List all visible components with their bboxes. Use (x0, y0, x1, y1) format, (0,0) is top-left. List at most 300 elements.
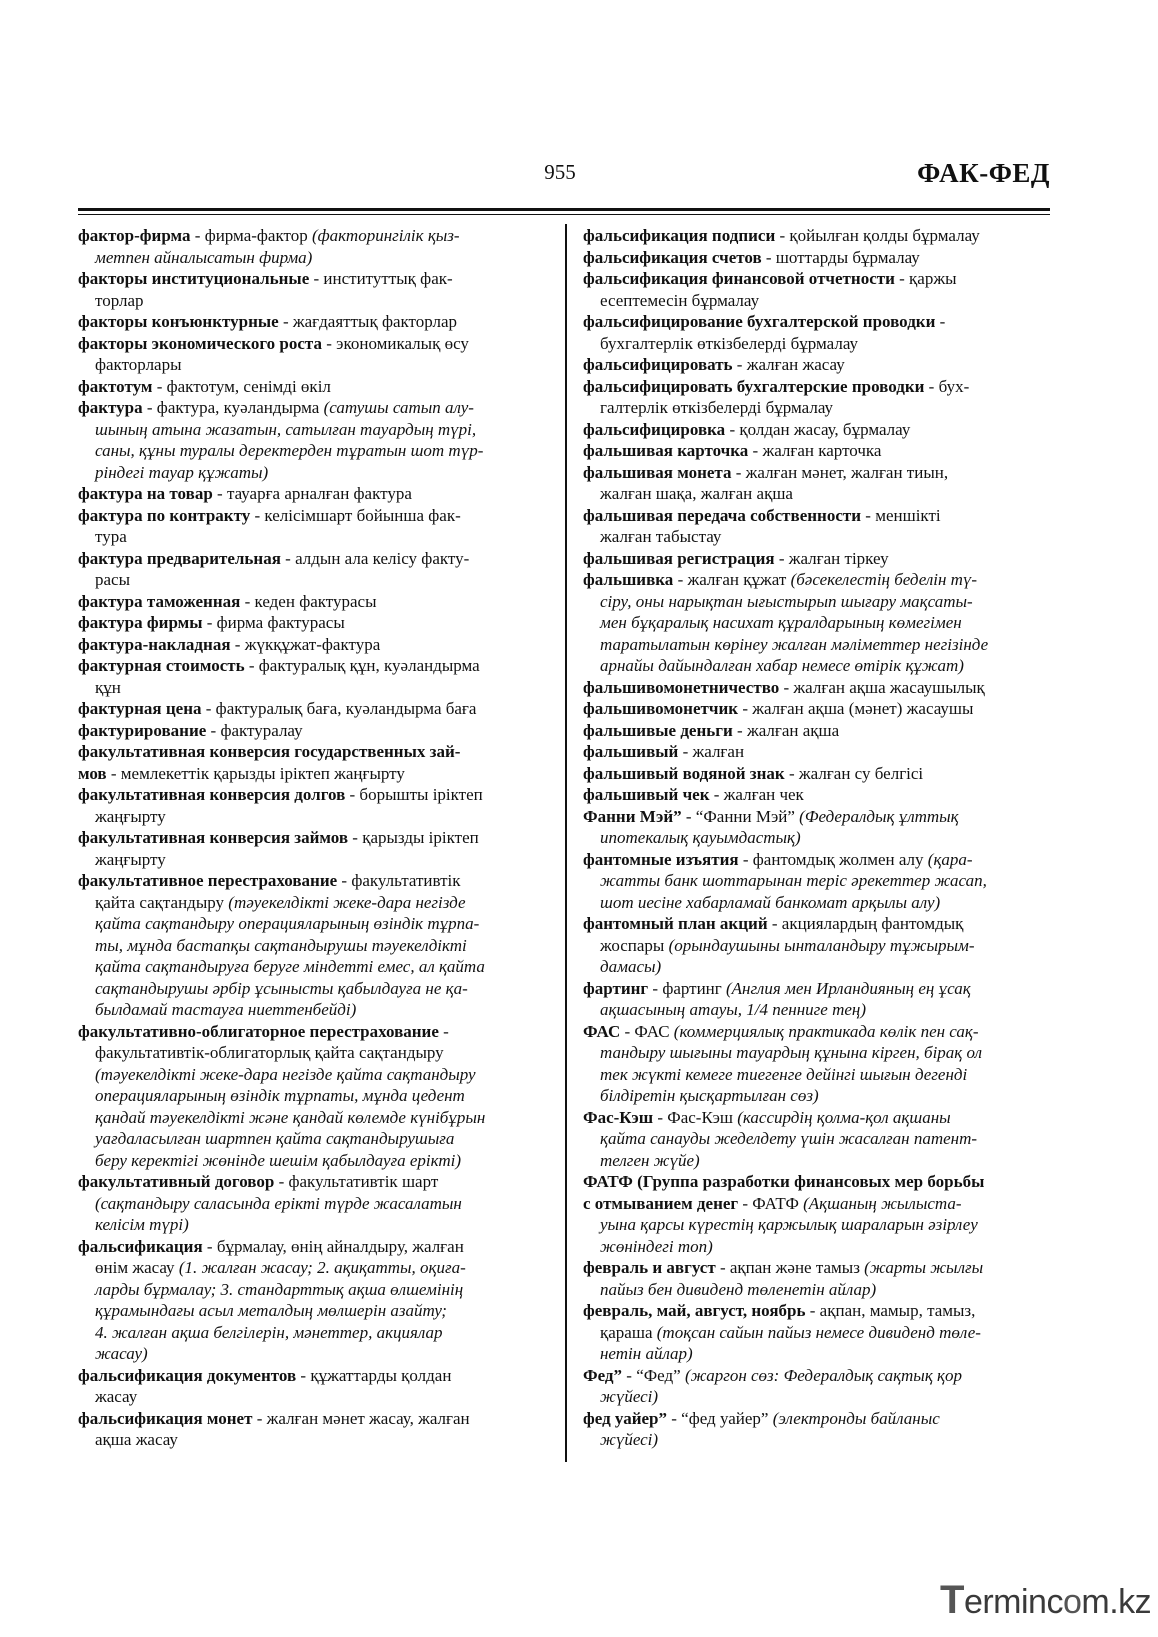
entry-line (78, 333, 548, 355)
entry-continuation-line (78, 1042, 548, 1064)
headword: фальшивый (583, 742, 679, 761)
entry-continuation-line (583, 333, 1053, 355)
entry-line (583, 741, 1053, 763)
gloss: (тоқсан сайын пайыз немесе дивиденд төле- (656, 1322, 981, 1342)
entry-continuation-line (78, 440, 548, 462)
translation: жаңғырту (95, 806, 166, 826)
entry-line (583, 354, 1053, 376)
entry-line (583, 849, 1053, 871)
entry-line (78, 784, 548, 806)
translation: - фактуралау (206, 720, 303, 740)
entry-continuation-line (583, 956, 1053, 978)
translation: ақша жасау (95, 1430, 178, 1449)
translation: - жалған құжат (673, 570, 791, 589)
entry-continuation-line (78, 913, 548, 935)
entry-continuation-line (583, 1386, 1053, 1408)
headword: фантомный план акций (583, 914, 768, 933)
translation: - тауарға арналған фактура (212, 484, 412, 503)
entry-continuation-line (583, 1085, 1053, 1107)
headword: фальшивая передача собственности (583, 505, 862, 525)
translation: - жүкқұжат-фактура (230, 634, 381, 654)
headword: фальшивый чек (583, 785, 710, 804)
entry-continuation-line (583, 1279, 1053, 1301)
entry-continuation-line (78, 1257, 548, 1279)
running-head: ФАК-ФЕД (917, 158, 1050, 188)
translation: құн (95, 677, 121, 697)
headword: фальшивка (583, 570, 674, 589)
gloss: ларды бұрмалау; 3. стандарттық ақша өлшемінің (95, 1279, 464, 1299)
entry-line (583, 1107, 1053, 1129)
headword: факультативная конверсия займов (78, 828, 349, 847)
translation: жаңғырту (95, 849, 166, 869)
translation: - (438, 1021, 449, 1041)
gloss: құрамындағы асыл металдың мөлшерін азайту; (95, 1301, 447, 1320)
entry-line (583, 1021, 1053, 1043)
gloss: дамасы) (600, 957, 662, 976)
gloss: жатты банк шоттарынан теріс әрекеттер жасап, (600, 871, 987, 890)
translation: галтерлік өткізбелерді бұрмалау (600, 398, 834, 417)
entry-line (583, 419, 1053, 441)
entry-continuation-line (583, 1322, 1053, 1344)
entry-line (78, 591, 548, 613)
entry-continuation-line (78, 1322, 548, 1344)
translation: - келісімшарт бойынша фак- (250, 505, 461, 525)
entry-continuation-line (583, 1042, 1053, 1064)
entry-continuation-line (78, 526, 548, 548)
header-rule-thin (78, 214, 1050, 215)
headword: фальшивомонетничество (583, 677, 780, 697)
entry-line (583, 268, 1053, 290)
header-rule (78, 208, 1050, 211)
gloss: шот иесіне хабарламай банкомат арқылы алу) (600, 892, 941, 912)
entry-continuation-line (583, 655, 1053, 677)
translation: - жалған ақша жасаушылық (779, 677, 985, 697)
entry-line (78, 548, 548, 570)
translation: - кеден фактурасы (240, 591, 377, 611)
translation: - “Фанни Мэй” (681, 806, 800, 826)
entry-continuation-line (583, 827, 1053, 849)
entry-continuation-line (78, 1386, 548, 1408)
headword: фактура фирмы (78, 613, 203, 632)
entry-continuation-line (78, 354, 548, 376)
gloss: (Ақшаның жылыста- (803, 1193, 962, 1213)
entry-continuation-line (78, 1279, 548, 1301)
gloss: уағдаласылған шартпен қайта сақтандырушыға (95, 1129, 455, 1148)
gloss: 4. жалған ақша белгілерін, мәнеттер, акциялар (95, 1322, 443, 1342)
entry-continuation-line (78, 1064, 548, 1086)
gloss: сіру, оны нарықтан ығыстырып шығару мақсаты- (600, 591, 973, 611)
translation: қараша (600, 1322, 657, 1342)
translation: - экономикалық өсу (322, 333, 469, 353)
gloss: (тәуекелдікті жеке-дара негізде (228, 892, 466, 912)
entry-line (78, 483, 548, 505)
translation: жоспары (600, 935, 669, 955)
gloss: (қара- (927, 849, 973, 869)
entry-continuation-line (583, 999, 1053, 1021)
page-number: 955 (544, 160, 576, 184)
entry-continuation-line (78, 1193, 548, 1215)
entry-continuation-line (583, 591, 1053, 613)
entry-continuation-line (583, 1343, 1053, 1365)
gloss: саны, құны туралы деректерден тұратын шот түр- (95, 441, 484, 460)
entry-line (583, 677, 1053, 699)
gloss: былдамай тастауға ниеттенбейді) (95, 1000, 357, 1019)
translation: - қарызды іріктеп (348, 828, 479, 847)
gloss: метпен айналысатын фирма) (95, 247, 313, 267)
entry-line (583, 376, 1053, 398)
translation: - фактура, куәландырма (142, 398, 324, 417)
entry-line (583, 505, 1053, 527)
entry-continuation-line (78, 806, 548, 828)
translation: - фирма фактурасы (202, 613, 345, 632)
termincom-logo (940, 1578, 1151, 1623)
translation: - акциялардың фантомдық (767, 914, 964, 933)
headword: фактотум (78, 376, 153, 396)
headword: фальсифицировка (583, 419, 726, 439)
translation: - ақпан және тамыз (715, 1258, 865, 1277)
entry-continuation-line (78, 419, 548, 441)
headword: факультативно-облигаторное перестрахование (78, 1021, 439, 1041)
gloss: нетін айлар) (600, 1344, 693, 1363)
entry-line (78, 655, 548, 677)
entry-line (78, 376, 548, 398)
entry-line (78, 225, 548, 247)
headword: факторы экономического роста (78, 333, 322, 353)
entry-line (583, 548, 1053, 570)
translation: - (935, 312, 946, 331)
translation: - қойылған қолды бұрмалау (775, 226, 980, 245)
entry-line (78, 870, 548, 892)
translation: - құжаттарды қолдан (296, 1365, 452, 1385)
translation: - мемлекеттік қарызды іріктеп жаңғырту (106, 763, 405, 783)
gloss: (тәуекелдікті жеке-дара негізде қайта сақтандыру (95, 1064, 476, 1084)
entry-line (583, 462, 1053, 484)
gloss: (коммерциялық практикада көлік пен сақ- (673, 1021, 979, 1041)
translation: - ФАС (620, 1021, 674, 1041)
entry-line (78, 1171, 548, 1193)
translation: - жағдаяттық факторлар (278, 312, 458, 331)
headword: факторы конъюнктурные (78, 312, 279, 331)
translation: - жалған мәнет, жалған тиын, (731, 462, 949, 482)
translation: - факультативтік (337, 871, 461, 890)
entry-line (78, 1365, 548, 1387)
gloss: жүйесі) (600, 1430, 659, 1449)
headword: фактурная цена (78, 699, 202, 718)
entry-continuation-line (78, 462, 548, 484)
headword: Фас-Кэш (583, 1107, 654, 1127)
gloss: тек жүкті кемеге тиегенге дейінгі шығын дегенді (600, 1064, 968, 1084)
headword: фактура (78, 398, 143, 417)
gloss: ріндегі тауар құжаты) (95, 462, 269, 482)
entry-continuation-line (78, 1214, 548, 1236)
gloss: (факторингілік қыз- (311, 226, 460, 245)
entry-continuation-line (583, 935, 1053, 957)
entry-continuation-line (78, 1128, 548, 1150)
headword: фактура-накладная (78, 634, 231, 654)
gloss: жүйесі) (600, 1387, 659, 1406)
translation: - жалған ақша (732, 720, 840, 740)
headword: фальшивый водяной знак (583, 763, 785, 783)
gloss: уына қарсы күрестің қаржылық шараларын әзірлеу (600, 1215, 978, 1234)
translation: факультативтік-облигаторлық қайта сақтандыру (95, 1043, 444, 1062)
gloss: жасау) (95, 1344, 148, 1363)
headword: фактурирование (78, 720, 207, 740)
headword: фальсификация (78, 1236, 203, 1256)
entry-continuation-line (78, 978, 548, 1000)
translation: - “Фед” (622, 1365, 685, 1385)
entry-continuation-line (78, 1343, 548, 1365)
entry-continuation-line (78, 1107, 548, 1129)
translation: бухгалтерлік өткізбелерді бұрмалау (600, 333, 859, 353)
entry-line (78, 612, 548, 634)
entry-continuation-line (78, 892, 548, 914)
entry-continuation-line (78, 1300, 548, 1322)
headword: ФАТФ (Группа разработки финансовых мер борьбы (583, 1172, 985, 1191)
gloss: тандыру шығыны тауардың құнына кірген, бірақ ол (600, 1043, 983, 1062)
headword: факультативное перестрахование (78, 871, 338, 890)
gloss: қайта сақтандыру операцияларының өзіндік тұрпа- (95, 914, 480, 933)
logo-text-2: m.kz (1081, 1583, 1152, 1621)
translation: жалған шақа, жалған ақша (600, 484, 793, 503)
entry-line (583, 1300, 1053, 1322)
gloss: беру керектігі жөнінде шешім қабылдауға ерікті) (95, 1150, 462, 1170)
entry-continuation-line (78, 1429, 548, 1451)
translation: - бұрмалау, өнің айналдыру, жалған (202, 1236, 464, 1256)
translation: - жалған карточка (748, 441, 882, 460)
gloss: (1. жалған жасау; 2. ақиқатты, оқиға- (178, 1258, 466, 1277)
entry-continuation-line (78, 569, 548, 591)
headword: февраль, май, август, ноябрь (583, 1301, 806, 1320)
headword: фед уайер” (583, 1408, 668, 1428)
translation: - жалған мәнет жасау, жалған (252, 1408, 470, 1428)
translation: - жалған тіркеу (774, 548, 889, 568)
gloss: келісім түрі) (95, 1215, 189, 1234)
entry-line (583, 806, 1053, 828)
translation: - фактуралық құн, куәландырма (244, 656, 480, 675)
translation: - жалған (678, 742, 745, 761)
gloss: операцияларының өзіндік тұрпаты, мұнда цедент (95, 1086, 465, 1105)
gloss: пайыз бен дивиденд төленетін айлар) (600, 1279, 877, 1299)
gloss: (Англия мен Ирландияның ең ұсақ (726, 978, 971, 998)
translation: жалған табыстау (600, 527, 722, 546)
headword: фактурная стоимость (78, 656, 245, 675)
gloss: қайта санауды жеделдету үшін жасалған патент- (600, 1129, 978, 1148)
entry-continuation-line (583, 290, 1053, 312)
translation: расы (95, 570, 131, 589)
entry-line (78, 741, 548, 763)
translation: жасау (95, 1387, 138, 1406)
translation: - алдын ала келісу факту- (280, 548, 470, 568)
entry-continuation-line (583, 483, 1053, 505)
gloss: (жаргон сөз: Федералдық сақтық қор (684, 1365, 962, 1385)
entry-continuation-line (78, 677, 548, 699)
entry-line (583, 440, 1053, 462)
headword: фальсифицировать бухгалтерские проводки (583, 376, 925, 396)
gloss: білдіретін қысқартылған сөз) (600, 1086, 819, 1105)
translation: тура (95, 527, 127, 546)
headword: фактура по контракту (78, 505, 251, 525)
translation: - институттық фак- (309, 269, 453, 288)
translation: - жалған жасау (732, 355, 845, 374)
logo-text-1: erminc (963, 1583, 1063, 1621)
entry-continuation-line (583, 1150, 1053, 1172)
entry-line (78, 268, 548, 290)
entry-continuation-line (78, 956, 548, 978)
headword: фальшивомонетчик (583, 699, 739, 718)
translation: - бух- (924, 376, 970, 396)
entry-continuation-line (583, 1236, 1053, 1258)
headword: фактура на товар (78, 484, 213, 503)
entry-line (583, 311, 1053, 333)
entry-continuation-line (583, 612, 1053, 634)
entry-line (583, 1257, 1053, 1279)
gloss: (сатушы сатып алу- (323, 398, 474, 417)
gloss: телген жүйе) (600, 1150, 700, 1170)
gloss: жөніндегі топ) (600, 1236, 713, 1256)
headword: фактор-фирма (78, 226, 191, 245)
entry-continuation-line (78, 290, 548, 312)
entry-continuation-line (78, 247, 548, 269)
entry-line (583, 1408, 1053, 1430)
entry-continuation-line (78, 849, 548, 871)
entry-line (583, 1193, 1053, 1215)
entry-line (78, 698, 548, 720)
entry-continuation-line (583, 634, 1053, 656)
headword: фактура таможенная (78, 591, 241, 611)
gloss: ты, мұнда бастапқы сақтандырушы тәуекелдікті (95, 935, 467, 955)
gloss: ақшасының атауы, 1/4 пенниге тең) (600, 1000, 867, 1019)
headword: фальсификация финансовой отчетности (583, 269, 895, 288)
translation: есептемесін бұрмалау (600, 290, 760, 310)
translation: - қаржы (894, 269, 957, 288)
headword: мов (78, 763, 107, 783)
gloss: арнайы дайындалған хабар немесе өтірік құжат) (600, 656, 964, 675)
headword: февраль и август (583, 1258, 716, 1277)
entry-continuation-line (583, 892, 1053, 914)
left-column (78, 225, 548, 1451)
gloss: шының атына жазатын, сатылған тауардың түрі, (95, 419, 477, 439)
entry-line (583, 247, 1053, 269)
translation: - фактуралық баға, куәландырма баға (201, 699, 477, 718)
entry-line (78, 763, 548, 785)
translation: - фирма-фактор (190, 226, 312, 245)
entry-line (78, 397, 548, 419)
entry-line (78, 634, 548, 656)
headword: Фанни Мэй” (583, 806, 682, 826)
translation: - меншікті (861, 505, 941, 525)
entry-line (78, 1021, 548, 1043)
entry-continuation-line (78, 935, 548, 957)
entry-continuation-line (583, 1064, 1053, 1086)
translation: - фактотум, сенімді өкіл (152, 376, 331, 396)
entry-line (78, 1408, 548, 1430)
entry-continuation-line (583, 1429, 1053, 1451)
translation: торлар (95, 290, 144, 310)
translation: - жалған чек (709, 785, 804, 804)
translation: - “фед уайер” (667, 1408, 773, 1428)
headword: фальшивые деньги (583, 720, 733, 740)
entry-line (78, 505, 548, 527)
entry-continuation-line (583, 526, 1053, 548)
headword: фальсификация документов (78, 1365, 297, 1385)
translation: - ақпан, мамыр, тамыз, (805, 1301, 976, 1320)
headword: фантомные изъятия (583, 849, 739, 869)
translation: - шоттарды бұрмалау (761, 247, 920, 267)
headword: факультативный договор (78, 1172, 275, 1191)
entry-line (583, 225, 1053, 247)
entry-line (78, 827, 548, 849)
headword: факультативная конверсия государственных зай- (78, 742, 461, 761)
translation: - қолдан жасау, бұрмалау (725, 419, 911, 439)
entry-continuation-line (583, 397, 1053, 419)
translation: - жалған ақша (мәнет) жасаушы (738, 699, 974, 718)
translation: - факультативтік шарт (274, 1172, 439, 1191)
headword: фальшивая карточка (583, 441, 749, 460)
entry-line (583, 720, 1053, 742)
entry-continuation-line (78, 1085, 548, 1107)
translation: - фантомдық жолмен алу (738, 849, 928, 869)
translation: - жалған су белгісі (784, 763, 924, 783)
gloss: (орындаушыны ынталандыру тұжырым- (668, 935, 975, 955)
headword: фартинг (583, 978, 649, 998)
gloss: (Федералдық ұлттық (799, 806, 959, 826)
gloss: таратылатын көрінеу жалған мәліметтер негізінде (600, 634, 989, 654)
gloss: (электронды байланыс (772, 1408, 940, 1428)
translation: өнім жасау (95, 1258, 179, 1277)
entry-line (78, 311, 548, 333)
logo-initial: T (940, 1578, 964, 1622)
headword: фальшивая монета (583, 462, 732, 482)
gloss: ипотекалық қауымдастық) (600, 828, 801, 847)
entry-line (583, 784, 1053, 806)
gloss: сақтандырушы әрбір ұсынысты қабылдауға не қа- (95, 978, 468, 998)
gloss: қайта сақтандыруға беруге міндетті емес, ал қайта (95, 957, 485, 976)
headword: фальсификация монет (78, 1408, 253, 1428)
translation: - ФАТФ (738, 1193, 804, 1213)
entry-line (78, 720, 548, 742)
gloss: (кассирдің қолма-қол ақшаны (737, 1107, 951, 1127)
entry-line (583, 913, 1053, 935)
headword: факультативная конверсия долгов (78, 785, 346, 804)
translation: - Фас-Кэш (653, 1107, 738, 1127)
entry-line (583, 1171, 1053, 1193)
entry-line (583, 763, 1053, 785)
entry-line (583, 569, 1053, 591)
column-divider (565, 224, 567, 1462)
gloss: мен бұқаралық насихат құралдарының көмегімен (600, 613, 962, 632)
entry-continuation-line (583, 1128, 1053, 1150)
headword: факторы институциональные (78, 269, 310, 288)
right-column (583, 225, 1053, 1451)
translation: - борышты іріктеп (345, 785, 483, 804)
headword: фальсификация счетов (583, 247, 762, 267)
headword: фальсифицировать (583, 355, 733, 374)
entry-continuation-line (583, 870, 1053, 892)
entry-line (583, 1365, 1053, 1387)
gloss: (бәсекелестің беделін тү- (790, 570, 978, 589)
headword: фактура предварительная (78, 548, 281, 568)
translation: факторлары (95, 355, 182, 374)
gloss: (сақтандыру саласында ерікті түрде жасалатын (95, 1193, 462, 1213)
translation: қайта сақтандыру (95, 892, 229, 912)
gloss: (жарты жылғы (864, 1258, 984, 1277)
entry-line (583, 978, 1053, 1000)
gloss: қандай тәуекелдікті және қандай көлемде күнібұрын (95, 1107, 486, 1127)
headword: Фед” (583, 1365, 623, 1385)
headword: с отмыванием денег (583, 1193, 739, 1213)
entry-line (583, 698, 1053, 720)
entry-continuation-line (78, 999, 548, 1021)
